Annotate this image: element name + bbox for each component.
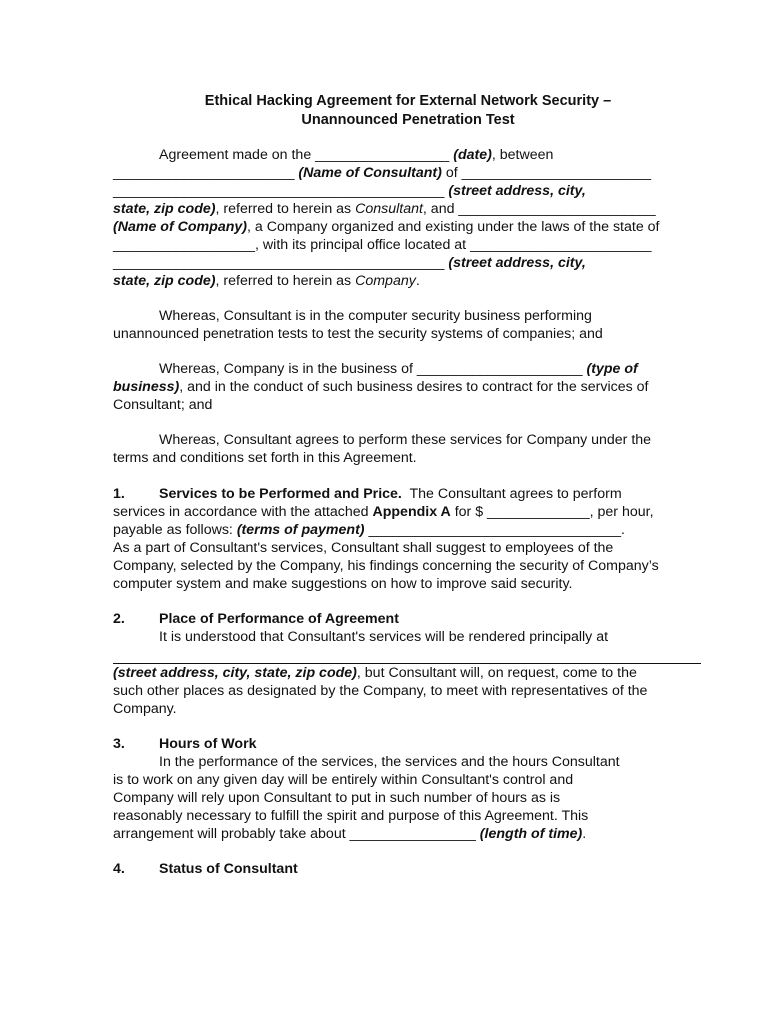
- whereas-text: , and in the conduct of such business desires to contract for the services of: [179, 379, 649, 395]
- whereas-2-line-1: [159, 361, 638, 377]
- section-text: , but Consultant will, on request, come to the: [356, 665, 637, 681]
- company-name-label: (Name of Company): [113, 219, 248, 235]
- section-1-heading: Services to be Performed and Price.: [159, 486, 402, 502]
- whereas-1-line-1: Whereas, Consultant is in the computer security business performing: [159, 308, 592, 324]
- intro-line-4: [113, 201, 656, 217]
- document-title-line-1: Ethical Hacking Agreement for External Network Security –: [204, 93, 612, 109]
- street-address-label: (street address, city,: [444, 183, 586, 199]
- section-text: The Consultant agrees to perform: [401, 486, 622, 502]
- hourly-rate-blank: _____________: [487, 504, 590, 520]
- section-text: arrangement will probably take about: [113, 826, 350, 842]
- section-2-number: 2.: [113, 611, 125, 627]
- company-street-blank: __________________________________________: [113, 255, 445, 271]
- section-text: .: [582, 826, 587, 842]
- intro-line-5: [113, 219, 660, 235]
- section-3-line-4: reasonably necessary to fulfill the spirit and purpose of this Agreement. This: [113, 808, 589, 824]
- intro-text: .: [415, 273, 420, 289]
- state-zip-label: state, zip code): [113, 201, 216, 217]
- intro-text: of: [441, 165, 462, 181]
- document-title-line-2: Unannounced Penetration Test: [301, 112, 515, 128]
- section-3-line-1: In the performance of the services, the services and the hours Consultant: [159, 754, 620, 770]
- business-type-label-cont: business): [113, 379, 180, 395]
- company-office-blank: _______________________: [470, 237, 652, 253]
- whereas-2-line-2: [113, 379, 648, 395]
- section-3-line-2: is to work on any given day will be entirely within Consultant's control and: [113, 772, 574, 788]
- section-1-line-1: [159, 486, 622, 502]
- intro-line-1: [159, 147, 553, 163]
- section-1-line-3: [113, 522, 625, 538]
- intro-text: , a Company organized and existing under the laws of the state of: [247, 219, 660, 235]
- company-name-blank: _________________________: [458, 201, 656, 217]
- consultant-name-blank: _______________________: [113, 165, 295, 181]
- section-1-line-5: Company, selected by the Company, his findings concerning the security of Company’s: [113, 558, 659, 574]
- state-zip-label: state, zip code): [113, 273, 216, 289]
- section-1-line-6: computer system and make suggestions on how to improve said security.: [113, 576, 573, 592]
- consultant-street-blank: __________________________________________: [113, 183, 445, 199]
- whereas-2-line-3: Consultant; and: [113, 397, 213, 413]
- terms-of-payment-label: (terms of payment): [236, 522, 365, 538]
- intro-line-6: [113, 237, 652, 253]
- whereas-1-line-2: unannounced penetration tests to test the security systems of companies; and: [113, 326, 603, 342]
- date-label: (date): [453, 147, 492, 163]
- intro-text: , and: [422, 201, 459, 217]
- consultant-address-blank: ________________________: [461, 165, 651, 181]
- section-text: for $: [450, 504, 488, 520]
- place-address-label: (street address, city, state, zip code): [113, 665, 357, 681]
- length-of-time-label: (length of time): [475, 826, 583, 842]
- section-3-line-5: [113, 826, 586, 842]
- section-text: services in accordance with the attached: [113, 504, 373, 520]
- section-1-line-2: [113, 504, 654, 520]
- intro-text: Agreement made on the: [159, 147, 316, 163]
- section-3-heading: Hours of Work: [159, 736, 257, 752]
- section-2-line-1: It is understood that Consultant's services will be rendered principally at: [159, 629, 609, 645]
- section-3-number: 3.: [113, 736, 125, 752]
- section-text: .: [621, 522, 625, 538]
- section-text: payable as follows:: [113, 522, 237, 538]
- terms-of-payment-blank: ________________________________: [368, 522, 621, 538]
- intro-line-7: [113, 255, 586, 271]
- intro-line-8: [113, 273, 420, 289]
- state-blank: __________________: [113, 237, 256, 253]
- intro-line-2: [113, 165, 651, 181]
- intro-text: , referred to herein as: [215, 273, 356, 289]
- street-address-label: (street address, city,: [444, 255, 586, 271]
- section-4-number: 4.: [113, 861, 125, 877]
- date-blank: _________________: [315, 147, 450, 163]
- intro-text: , referred to herein as: [215, 201, 356, 217]
- section-2-line-4: Company.: [113, 701, 177, 717]
- appendix-a-reference: Appendix A: [372, 504, 451, 520]
- section-2-heading: Place of Performance of Agreement: [159, 611, 399, 627]
- section-text: , per hour,: [589, 504, 654, 520]
- section-3-line-3: Company will rely upon Consultant to put in such number of hours as is: [113, 790, 561, 806]
- place-of-performance-blank-line: [113, 663, 701, 664]
- intro-text: , between: [491, 147, 554, 163]
- section-2-line-3: such other places as designated by the Company, to meet with representatives of the: [113, 683, 648, 699]
- whereas-3-line-2: terms and conditions set forth in this Agreement.: [113, 450, 417, 466]
- consultant-term: Consultant: [355, 201, 423, 217]
- intro-text: , with its principal office located at: [255, 237, 471, 253]
- section-4-heading: Status of Consultant: [159, 861, 298, 877]
- length-of-time-blank: ________________: [349, 826, 476, 842]
- business-type-label: (type of: [582, 361, 638, 377]
- whereas-text: Whereas, Company is in the business of: [159, 361, 417, 377]
- whereas-3-line-1: Whereas, Consultant agrees to perform these services for Company under the: [159, 432, 652, 448]
- section-1-number: 1.: [113, 486, 125, 502]
- section-2-line-2: [113, 665, 637, 681]
- business-type-blank: _____________________: [416, 361, 583, 377]
- intro-line-3: [113, 183, 586, 199]
- consultant-name-label: (Name of Consultant): [294, 165, 442, 181]
- company-term: Company: [355, 273, 416, 289]
- section-1-line-4: As a part of Consultant's services, Consultant shall suggest to employees of the: [113, 540, 614, 556]
